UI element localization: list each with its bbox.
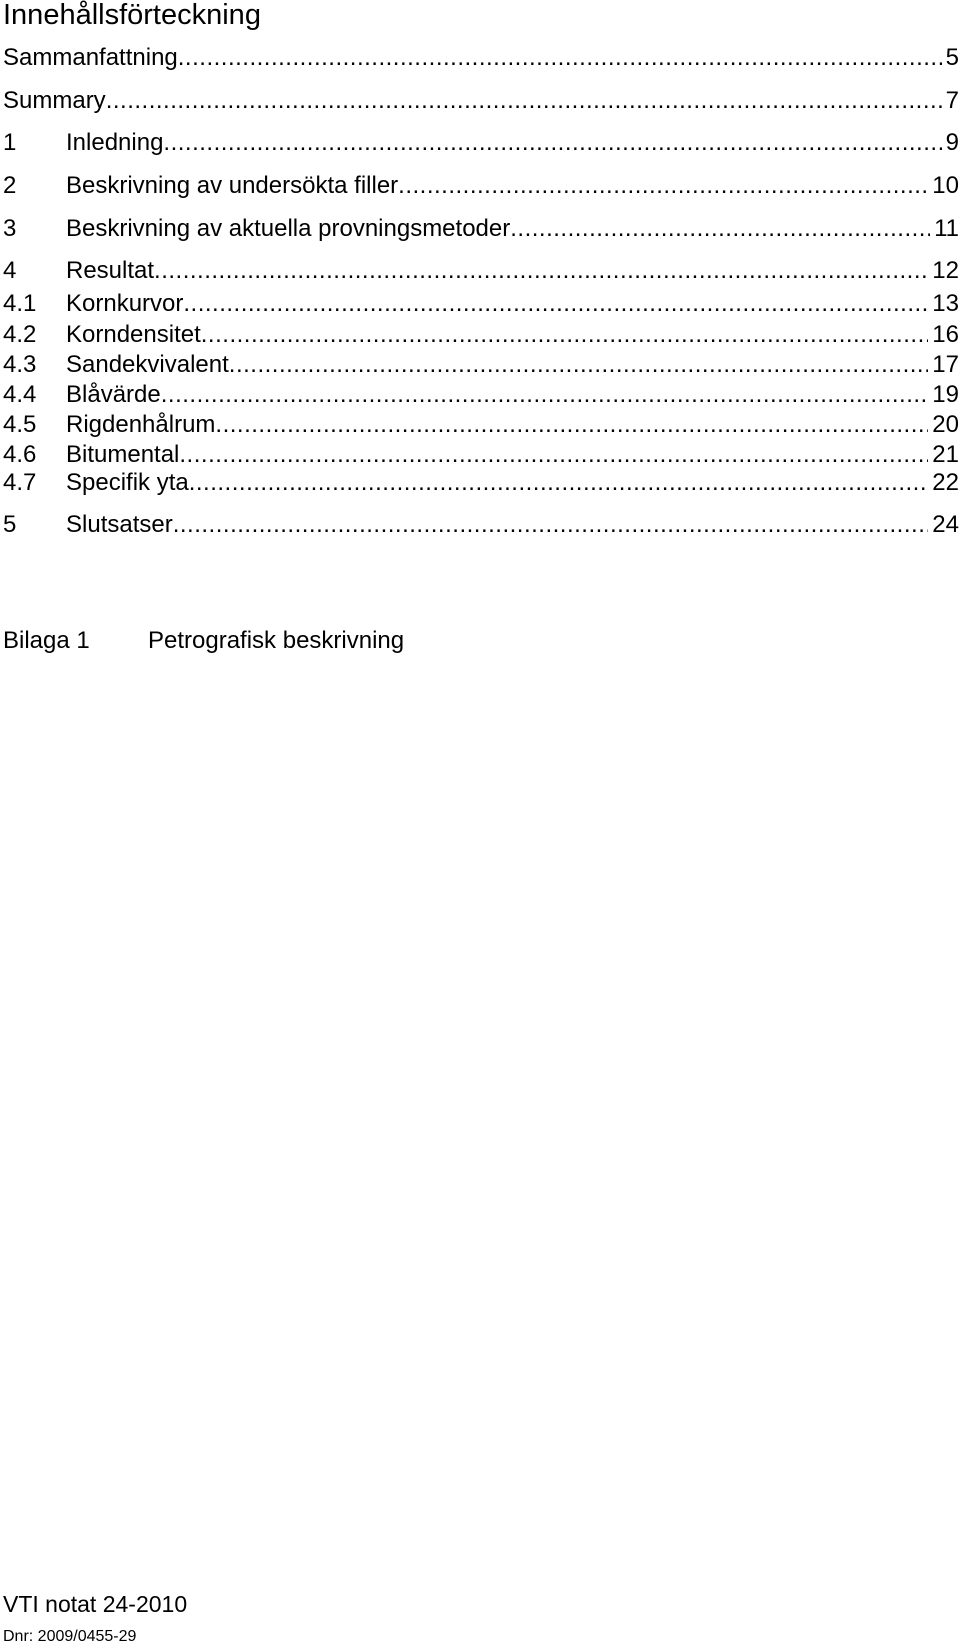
toc-entry-page-number: 21: [932, 441, 959, 468]
toc-entry-number: 4.7: [3, 469, 37, 496]
toc-dot-leader: [179, 440, 928, 470]
toc-entry[interactable]: [3, 128, 959, 158]
toc-entry-title: Sammanfattning: [3, 44, 178, 71]
toc-dot-leader: [106, 86, 942, 116]
toc-entry[interactable]: [3, 86, 959, 116]
toc-entry-title: Inledning: [66, 129, 164, 156]
page-title: Innehållsförteckning: [3, 0, 261, 31]
appendix-title: Petrografisk beskrivning: [148, 627, 405, 654]
toc-entry[interactable]: [3, 214, 959, 244]
toc-entry-number: 2: [3, 172, 17, 199]
toc-dot-leader: [178, 43, 942, 73]
toc-entry-page-number: 19: [932, 381, 959, 408]
toc-entry-number: 1: [3, 129, 17, 156]
toc-entry-number: 4.4: [3, 381, 37, 408]
toc-entry[interactable]: [3, 440, 959, 470]
toc-dot-leader: [161, 380, 929, 410]
toc-entry[interactable]: [3, 320, 959, 350]
toc-entry[interactable]: [3, 510, 959, 540]
toc-dot-leader: [173, 510, 929, 540]
toc-entry[interactable]: [3, 410, 959, 440]
toc-entry-title: Bitumental: [66, 441, 180, 468]
toc-dot-leader: [201, 320, 929, 350]
toc-dot-leader: [215, 410, 928, 440]
toc-entry-number: 4.6: [3, 441, 37, 468]
toc-entry-number: 5: [3, 511, 17, 538]
toc-entry-title: Summary: [3, 87, 106, 114]
toc-entry-number: 3: [3, 215, 17, 242]
toc-dot-leader: [398, 171, 928, 201]
toc-entry-number: 4.2: [3, 321, 37, 348]
toc-dot-leader: [510, 214, 930, 244]
toc-entry[interactable]: [3, 289, 959, 319]
toc-entry-page-number: 12: [932, 257, 959, 284]
appendix-row: [3, 626, 404, 656]
toc-entry-number: 4.1: [3, 290, 37, 317]
toc-entry-title: Beskrivning av aktuella provningsmetoder: [66, 215, 511, 242]
footer-report-number: VTI notat 24-2010: [3, 1591, 188, 1617]
toc-entry[interactable]: [3, 380, 959, 410]
toc-entry-page-number: 20: [932, 411, 959, 438]
toc-dot-leader: [229, 350, 929, 380]
toc-entry-page-number: 17: [932, 351, 959, 378]
toc-entry-title: Blåvärde: [66, 381, 161, 408]
toc-entry-title: Sandekvivalent: [66, 351, 229, 378]
toc-entry-title: Korndensitet: [66, 321, 201, 348]
appendix-label: Bilaga 1: [3, 627, 90, 654]
toc-entry-page-number: 24: [932, 511, 959, 538]
toc-entry-page-number: 7: [945, 87, 959, 114]
toc-entry[interactable]: [3, 468, 959, 498]
toc-entry[interactable]: [3, 350, 959, 380]
toc-entry[interactable]: [3, 43, 959, 73]
toc-entry-title: Beskrivning av undersökta filler: [66, 172, 399, 199]
toc-entry-title: Kornkurvor: [66, 290, 184, 317]
footer-dnr: Dnr: 2009/0455-29: [3, 1628, 137, 1645]
toc-entry-page-number: 16: [932, 321, 959, 348]
toc-entry-number: 4.5: [3, 411, 37, 438]
toc-entry[interactable]: [3, 171, 959, 201]
toc-entry-number: 4.3: [3, 351, 37, 378]
toc-entry-title: Rigdenhålrum: [66, 411, 216, 438]
toc-entry-title: Slutsatser: [66, 511, 173, 538]
toc-dot-leader: [154, 256, 928, 286]
toc-dot-leader: [189, 468, 929, 498]
toc-dot-leader: [163, 128, 941, 158]
toc-entry-page-number: 22: [932, 469, 959, 496]
toc-entry-page-number: 9: [945, 129, 959, 156]
toc-entry-page-number: 10: [932, 172, 959, 199]
toc-entry-title: Resultat: [66, 257, 155, 284]
toc-entry-title: Specifik yta: [66, 469, 189, 496]
toc-entry-page-number: 11: [934, 215, 959, 242]
toc-entry-page-number: 13: [932, 290, 959, 317]
toc-entry-number: 4: [3, 257, 17, 284]
toc-dot-leader: [183, 289, 928, 319]
toc-entry-page-number: 5: [945, 44, 959, 71]
toc-entry[interactable]: [3, 256, 959, 286]
